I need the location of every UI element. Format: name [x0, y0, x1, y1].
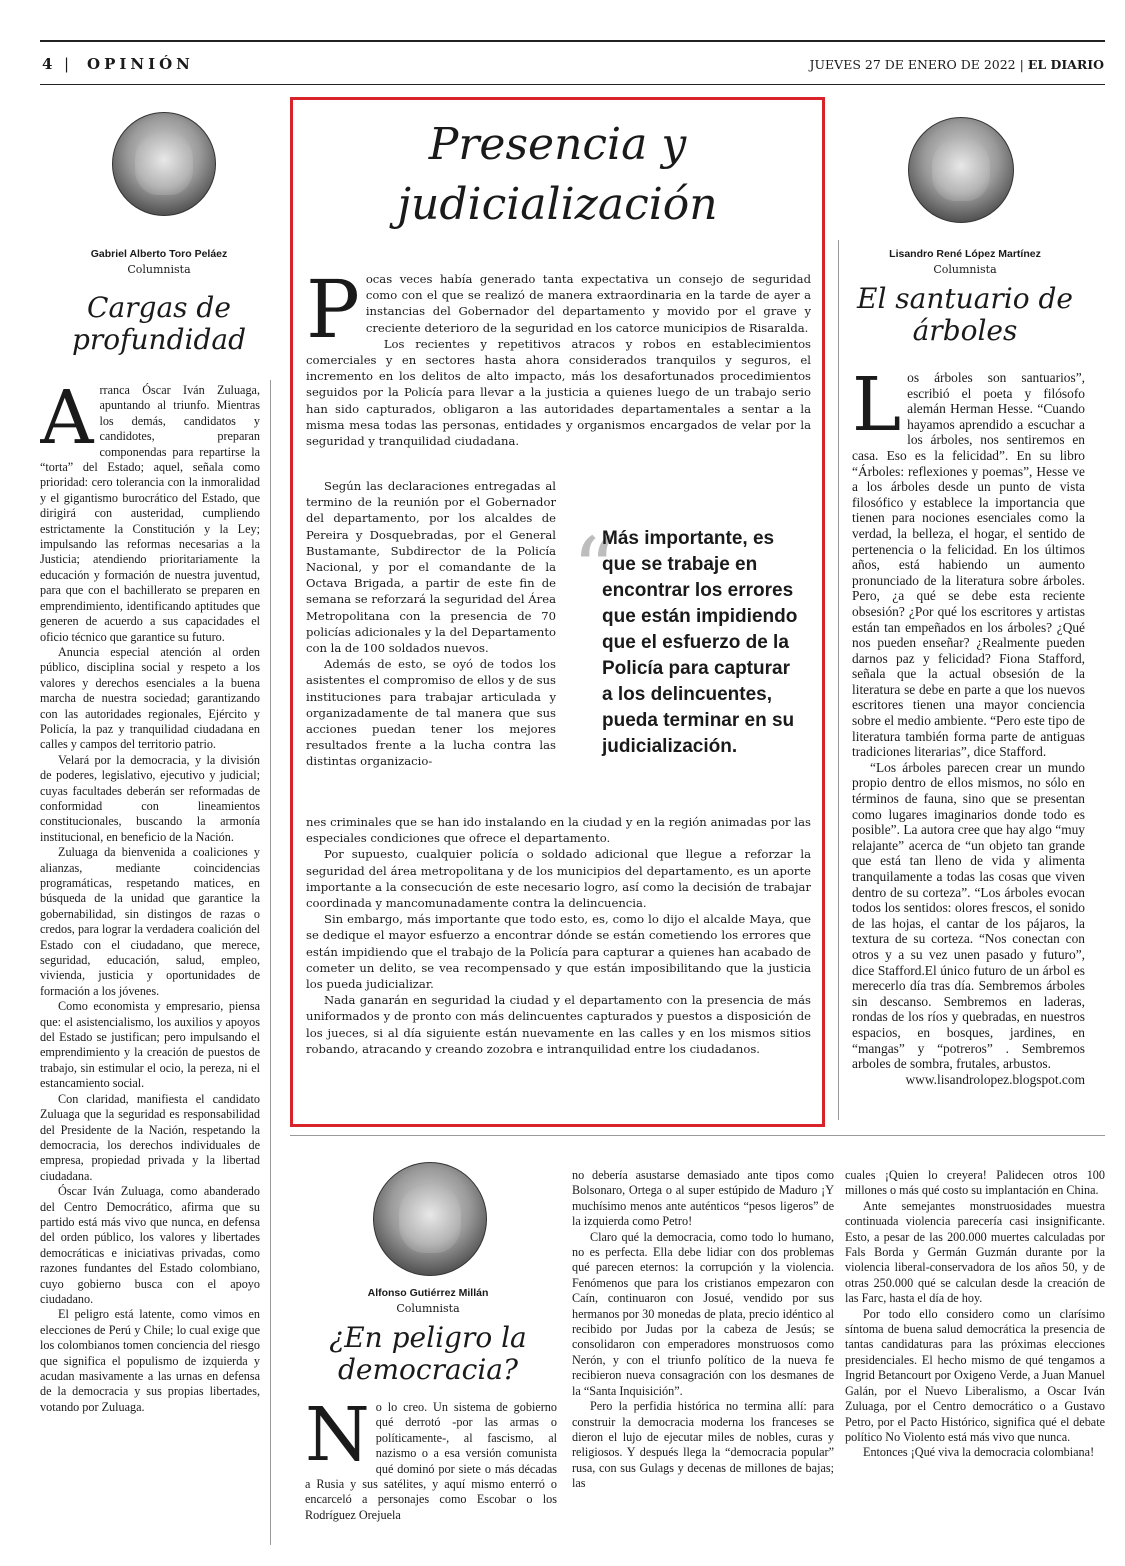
- bottom-paragraph-8: Entonces ¡Qué viva la democracia colombiana!: [863, 1445, 1095, 1460]
- left-paragraph-1: rranca Óscar Iván Zuluaga, apuntando al triunfo. Mientras los demás, candidatos y candidotes, preparan componendas para repartirse la “torta” del Estado; aquel, señala como prioridad: cero tolerancia con la inmoralidad y el gigantismo burocrático del Estado, que dirigirá con austeridad, cumpliendo estrictamente la Constitución y la Ley; impulsando las reformas necesarias a la Justicia; atendiendo prioritariamente la educación y formación de nuestra juventud, para que con el bachillerato se preparen en emprendimiento, identificando aptitudes que generen de acuerdo a sus capacidades el oficio técnico que garantice su futuro.: [40, 383, 260, 644]
- author-photo-right: [908, 117, 1014, 223]
- bottom-col-1: [305, 1400, 557, 1550]
- column-title-right-line1: El santuario de: [857, 282, 1073, 315]
- editorial-paragraph-2: Los recientes y repetitivos atracos y robos en establecimientos comerciales y en sectores hasta ahora considerados tranquilos y seguros, el incremento en los delitos de alto impacto, más los desafortunados procedimientos seguidos por la Policía para llevar a la justicia a quienes luego de un trabajo serio han sido capturados, obligaron a las autoridades departamentales a sentar a la misma mesa todas las personas, entidades y organismos encargados de velar por la seguridad y tranquilidad ciudadana.: [306, 336, 811, 449]
- right-paragraph-1: os árboles son santuarios”, escribió el poeta y filósofo alemán Herman Hesse. “Cuando hayamos aprendido a escuchar a los árboles, nos sentiremos en casa. Eso es la felicidad”. En su libro “Árboles: reflexiones y poemas”, Hesse ve a los árboles desde un punto de vista filosófico y establece la importancia que tienen para nociones esenciales como la verdad, la belleza, el hogar, el sentido de pertenencia o la felicidad. En los últimos años, está habiendo un aumento pronunciado de la literatura sobre árboles. Pero, ¿a qué se debe esta reciente obsesión? ¿Por qué los escritores y artistas están tan empeñados en los árboles? ¿Qué nos pueden enseñar? ¿Realmente pueden darnos paz y felicidad? Fiona Stafford, señala que la actual obsesión de la literatura se debe en parte a que los nuevos escritores tienen una mayor conciencia sobre el medio ambiente. “Pero este tipo de literatura también forma parte de antiguas tradiciones literarias”, dice Stafford.: [852, 370, 1085, 760]
- bottom-paragraph-6: Ante semejantes monstruosidades muestra continuada violencia parecería casi insignificante. Esto, a pesar de las 200.000 muertes calculadas por Fals Borda y Germán Guzmán durante por la violencia liberal-conservadora de los años 50, y de otras 250.000 qué se calculan desde la creación de las Farc, hasta el día de hoy.: [845, 1198, 1105, 1306]
- column-title-left-line2: profundidad: [71, 323, 246, 357]
- pull-quote: Más importante, es que se trabaje en encontrar los errores que están impidiendo que el esfuerzo de la Policía para capturar a los delincuentes, pueda terminar en su judicialización.: [602, 528, 798, 757]
- editorial-title-line1: Presencia y: [428, 119, 687, 170]
- bottom-col-2: [572, 1168, 834, 1553]
- left-column-divider: [270, 380, 271, 1545]
- page-number: 4: [42, 55, 53, 73]
- left-paragraph-4: Zuluaga da bienvenida a coaliciones y alianzas, mediante coincidencias programáticas, respetando matices, en búsqueda de la unidad que garantice la gobernabilidad, sin distingos de razas o credos, para lograr la verdadera coalición del Estado con el ciudadano, que merece, seguridad, educación, salud, empleo, vivienda, justicia y oportunidades de formación a los jóvenes.: [40, 845, 260, 998]
- top-rule: [40, 40, 1105, 42]
- column-title-bottom-line2: democracia?: [337, 1353, 518, 1387]
- bottom-col-3: [845, 1168, 1105, 1553]
- right-paragraph-2: “Los árboles parecen crear un mundo propio dentro de ellos mismos, no sólo en términos de fauna, sino que se presentan como lugares imaginarios donde todo es posible”. La autora cree que hay algo “muy relajante” acerca de “un objeto tan grande que está tan lleno de vida y alimenta tranquilamente a todas las cosas que viven dentro de su corteza”. “Los árboles evocan todos los sentidos: olores frescos, el sonido de las hojas, el cantar de los pájaros, la textura de su corteza. “Nos conectan con otros y a su vez unen pasado y futuro”, dice Stafford.El único futuro de un árbol es merecerlo día tras día. Sembremos árboles sin descanso. Sembremos en laderas, rondas de los ríos y quebradas, en nuestros espacios, en bosques, jardines, en “mangas” y “potreros” . Sembremos arboles de sombra, frutales, arbustos.: [852, 759, 1085, 1072]
- left-paragraph-2: Anuncia especial atención al orden público, disciplina social y respeto a los valores y derechos esenciales a la buena marcha de nuestra sociedad; garantizando con las autoridades regionales, Ejército y Policía, la paz y tranquilidad ciudadana en calles y campos del territorio patrio.: [40, 644, 260, 752]
- author-name-bottom: Alfonso Gutiérrez Millán: [367, 1287, 489, 1299]
- author-role-bottom: Columnista: [396, 1302, 460, 1315]
- editorial-paragraph-4b: nes criminales que se han ido instalando en la ciudad y en la región animadas por las especiales condiciones que ofrece el departamento.: [306, 815, 811, 846]
- editorial-paragraph-1: ocas veces había generado tanta expectativa un consejo de seguridad como con el que se realizó de manera extraordinaria en la tarde de ayer a instancias del Gobernador del departamento y movido por el grave y creciente deterioro de la seguridad en los catorce municipios de Risaralda.: [365, 272, 811, 335]
- bottom-paragraph-5: cuales ¡Quien lo creyera! Palidecen otros 100 millones o más qué costo su implantación en China.: [845, 1168, 1105, 1198]
- right-column-divider: [838, 240, 839, 1120]
- column-title-left-line1: Cargas de: [87, 291, 231, 324]
- drop-cap-left: A: [40, 383, 94, 461]
- bottom-paragraph-7: Por todo ello considero como un clarísimo síntoma de buena salud democrática la presencia de tantas candidaturas para las próximas elecciones presidenciales. El hecho mismo de qué tengamos a Ingrid Betancourt por Oxigeno Verde, a Juan Manuel Galán, por el Nuevo Liberalismo, a Oscar Iván Zuluaga, por el Centro democrático o a Gustavo Petro, por el Pacto Histórico, significa qué el debate político No Violento está más vivo que nunca.: [845, 1306, 1105, 1444]
- editorial-body-narrow: [306, 478, 556, 812]
- bottom-paragraph-1: o lo creo. Un sistema de gobierno qué derrotó -por las armas o políticamente-, al fascismo, al nazismo o a esa versión comunista qué dominó por siete o más décadas a Rusia y sus satélites, y aquí mismo enterró o encarceló a personajes como Escobar o los Rodríguez Orejuela: [305, 1400, 557, 1522]
- column-title-left: [40, 292, 278, 356]
- drop-cap-bottom: N: [305, 1400, 370, 1478]
- quote-mark-icon: “: [572, 518, 617, 621]
- left-paragraph-7: Óscar Iván Zuluaga, como abanderado del Centro Democrático, afirma que su partido está más vivo que nunca, en defensa del orden público, los valores y libertades democráticas e iniciativas privadas, como razones fundantes del Estado colombiano, cuyo gobierno busca con el apoyo ciudadano.: [40, 1184, 260, 1306]
- left-paragraph-8: El peligro está latente, como vimos en elecciones de Perú y Chile; lo cual exige que los colombianos tomen conciencia del riesgo que significa el populismo de izquierda y acudan masivamente a las urnas en defensa de la democracia y sus propias libertades, votando por Zuluaga.: [40, 1307, 260, 1414]
- header-dateline: JUEVES 27 DE ENERO DE 2022 | EL DIARIO: [809, 57, 1104, 72]
- author-role-right: Columnista: [933, 263, 997, 276]
- editorial-title: [300, 115, 815, 235]
- editorial-paragraph-4a: Además de esto, se oyó de todos los asistentes el compromiso de ellos y de sus instituciones para trabajar articulada y organizadamente de tal manera que sus acciones puedan tener los mejores resultados frente a la lucha contra las distintas organizacio-: [306, 657, 556, 769]
- author-photo-left: [112, 112, 216, 216]
- header-separator: |: [64, 55, 70, 73]
- editorial-title-line2: judicialización: [397, 179, 718, 230]
- editorial-body-top: [306, 271, 811, 479]
- column-title-bottom-line1: ¿En peligro la: [329, 1321, 527, 1354]
- editorial-paragraph-5: Por supuesto, cualquier policía o soldado adicional que llegue a reforzar la seguridad del área metropolitana y de los municipios del departamento, es un aporte importante a la consecución de este necesario logro, así como la decisión de trabajar coordinada y mancomunadamente contra la delincuencia.: [306, 847, 811, 911]
- author-name-left: Gabriel Alberto Toro Peláez: [90, 248, 228, 260]
- bottom-paragraph-2: no debería asustarse demasiado ante tipos como Bolsonaro, Ortega o al super estúpido de Maduro ¡Y muchísimo menos ante auténticos “pesos ligeros” de la izquierda como Petro!: [572, 1168, 834, 1229]
- author-role-left: Columnista: [127, 263, 191, 276]
- left-paragraph-5: Como economista y empresario, piensa que: el asistencialismo, los auxilios y apoyos del Estado se justifican; pero impulsando el emprendimiento y la creación de puestos de trabajo, sin estimular el ocio, la pereza, ni el estancamiento social.: [40, 999, 260, 1091]
- editorial-paragraph-6: Sin embargo, más importante que todo esto, es, como lo dijo el alcalde Maya, que se dedique el mayor esfuerzo a encontrar dónde se están cometiendo los errores que están impidiendo que el trabajo de la Policía para capturar a quienes han acabado de cometer un delito, se vea recompensado y que están imposibilitando que la justicia los pueda judicializar.: [306, 912, 811, 992]
- left-paragraph-3: Velará por la democracia, y la división de poderes, legislativo, ejecutivo y judicial; cuyas facultades deberán ser reformadas de conformidad con lineamientos constitucionales, buscando la armonía institucional, en beneficio de la Nación.: [40, 752, 260, 844]
- left-paragraph-6: Con claridad, manifiesta el candidato Zuluaga que la seguridad es responsabilidad del Presidente de la Nación, respetando la democracia, los derechos individuales de empresa, propiedad privada y la libertad ciudadana.: [40, 1091, 260, 1183]
- editorial-paragraph-7: Nada ganarán en seguridad la ciudad y el departamento con la presencia de más uniformados y de pronto con más delincuentes capturados y puestos a disposición de los jueces, si al día siguiente están nuevamente en las calles y en los mismos sitios robando, atracando y creando zozobra e intranquilidad entre los ciudadanos.: [306, 993, 811, 1056]
- column-body-left: [40, 383, 260, 1543]
- column-title-right-line2: árboles: [912, 314, 1018, 348]
- header-rule: [40, 84, 1105, 85]
- column-title-bottom: [298, 1322, 558, 1386]
- drop-cap-right: L: [852, 370, 902, 448]
- editorial-paragraph-3: Según las declaraciones entregadas al termino de la reunión por el Gobernador del departamento, por los alcaldes de Pereira y Dosquebradas, por el General Bustamante, Subdirector de la Policía Nacional, y por el comandante de la Octava Brigada, a partir de este fin de semana se reforzará la seguridad del Área Metropolitana con la presencia de 70 policías adicionales y la del Departamento con la de 100 soldados nuevos.: [306, 479, 556, 656]
- author-name-right: Lisandro René López Martínez: [889, 248, 1041, 260]
- author-photo-bottom: [373, 1162, 487, 1276]
- bottom-paragraph-3: Claro qué la democracia, como todo lo humano, no es perfecta. Ella debe lidiar con dos problemas qué parecen eternos: la corrupción y la violencia. Fenómenos que para los cristianos empezaron con Caín, continuaron con Josué, vendido por sus hermanos por 30 monedas de plata, precio idéntico al recibido por Judas por la cabeza de Jesús; se consolidaron con emperadores monstruosos como Nerón, y con el triunfo político de la nueva fe recibieron nueva consagración con los desmanes de la “Santa Inquisición”.: [572, 1229, 834, 1398]
- bottom-paragraph-4: Pero la perfidia histórica no termina allí: para construir la democracia moderna los franceses se dieron el lujo de ejecutar miles de nobles, curas y religiosos. Y después llega la “democracia popular” rusa, con sus Gulags y decenas de millones de bajas; las: [572, 1399, 834, 1491]
- newspaper-name: EL DIARIO: [1027, 57, 1104, 72]
- issue-date: JUEVES 27 DE ENERO DE 2022: [809, 57, 1016, 72]
- column-body-right: [852, 370, 1085, 1122]
- bottom-article-rule: [290, 1135, 1105, 1136]
- column-title-right: [845, 283, 1085, 347]
- blog-url: www.lisandrolopez.blogspot.com: [905, 1071, 1085, 1087]
- section-name: OPINIÓN: [87, 55, 194, 73]
- drop-cap-editorial: P: [306, 271, 360, 356]
- editorial-body-bottom: [306, 814, 811, 1114]
